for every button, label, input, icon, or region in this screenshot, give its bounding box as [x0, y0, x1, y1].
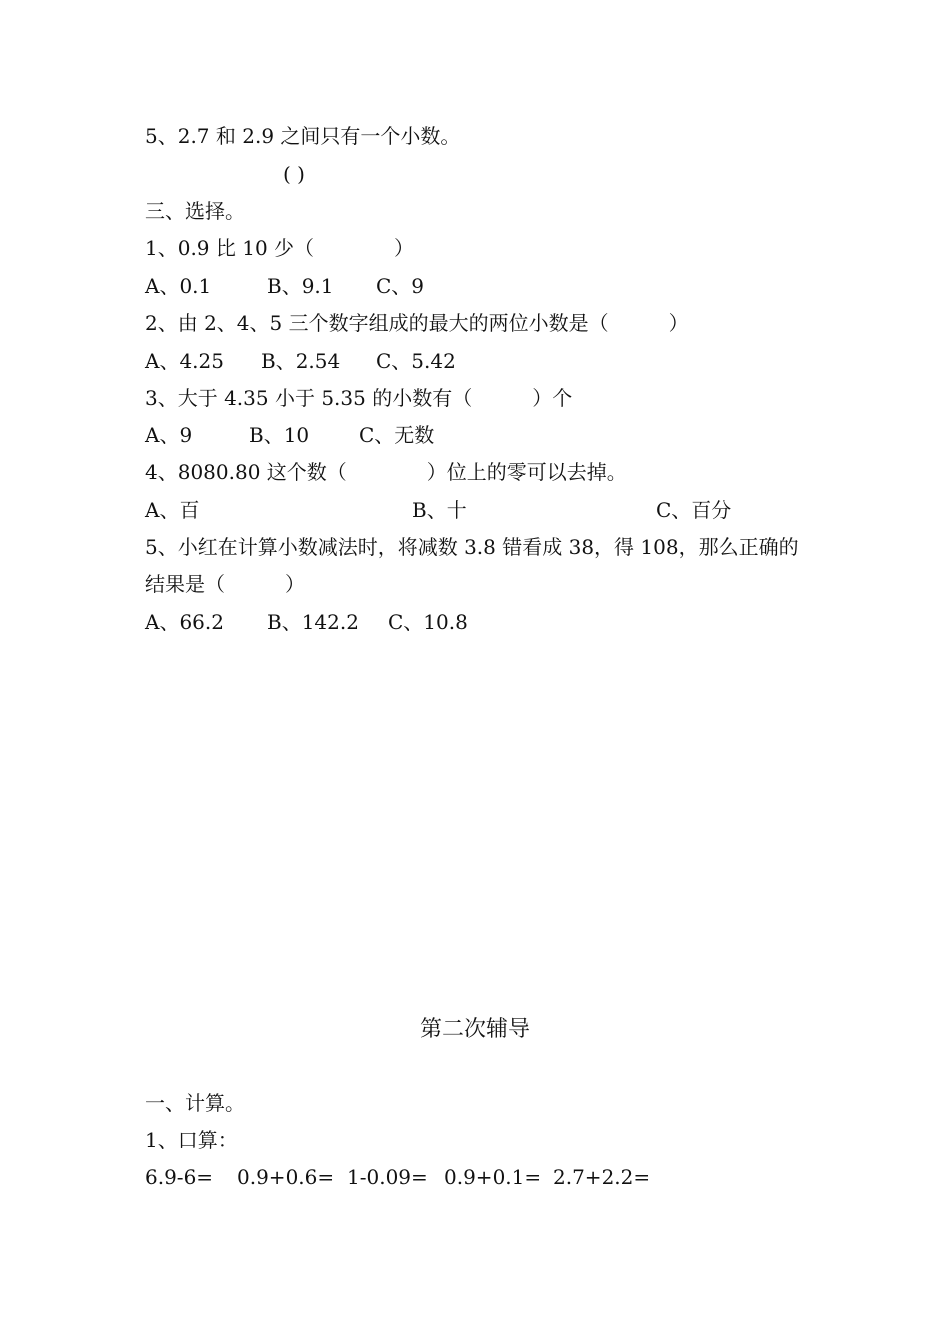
tf-question-5: 5、2.7 和 2.9 之间只有一个小数。 — [145, 124, 461, 148]
tf-answer-paren: ( ) — [283, 162, 305, 186]
expression-2: 0.9+0.6= — [237, 1165, 335, 1189]
choice-question-3: 3、大于 4.35 小于 5.35 的小数有（ ）个 — [145, 386, 573, 410]
sub-heading-mental: 1、口算： — [145, 1128, 238, 1152]
choice-1-option-a: A、0.1 — [145, 274, 212, 298]
expression-5: 2.7+2.2= — [553, 1165, 651, 1189]
lesson-title: 第二次辅导 — [419, 1017, 530, 1042]
choice-5-option-a: A、66.2 — [145, 610, 224, 634]
choice-4-option-b: B、十 — [412, 498, 467, 522]
choice-4-option-a: A、百 — [145, 498, 200, 522]
choice-2-option-c: C、5.42 — [376, 349, 456, 373]
choice-question-5: 5、小红在计算小数减法时，将减数 3.8 错看成 38，得 108，那么正确的 — [145, 535, 799, 559]
expression-1: 6.9-6= — [145, 1165, 214, 1189]
choice-5-option-b: B、142.2 — [267, 610, 359, 634]
choice-1-option-b: B、9.1 — [267, 274, 334, 298]
choice-question-4: 4、8080.80 这个数（ ）位上的零可以去掉。 — [145, 460, 627, 484]
section-heading-calc: 一、计算。 — [145, 1091, 245, 1115]
choice-3-option-c: C、无数 — [359, 423, 435, 447]
expression-4: 0.9+0.1= — [444, 1165, 542, 1189]
choice-4-option-c: C、百分 — [656, 498, 732, 522]
expression-3: 1-0.09= — [347, 1165, 428, 1189]
choice-2-option-a: A、4.25 — [145, 349, 224, 373]
choice-question-5-cont: 结果是（ ） — [145, 572, 305, 596]
choice-question-2: 2、由 2、4、5 三个数字组成的最大的两位小数是（ ） — [145, 311, 689, 335]
choice-1-option-c: C、9 — [376, 274, 425, 298]
section-heading-choice: 三、选择。 — [145, 199, 245, 223]
choice-5-option-c: C、10.8 — [388, 610, 468, 634]
choice-3-option-b: B、10 — [249, 423, 310, 447]
choice-question-1: 1、0.9 比 10 少（ ） — [145, 236, 415, 260]
choice-2-option-b: B、2.54 — [261, 349, 341, 373]
choice-3-option-a: A、9 — [145, 423, 193, 447]
